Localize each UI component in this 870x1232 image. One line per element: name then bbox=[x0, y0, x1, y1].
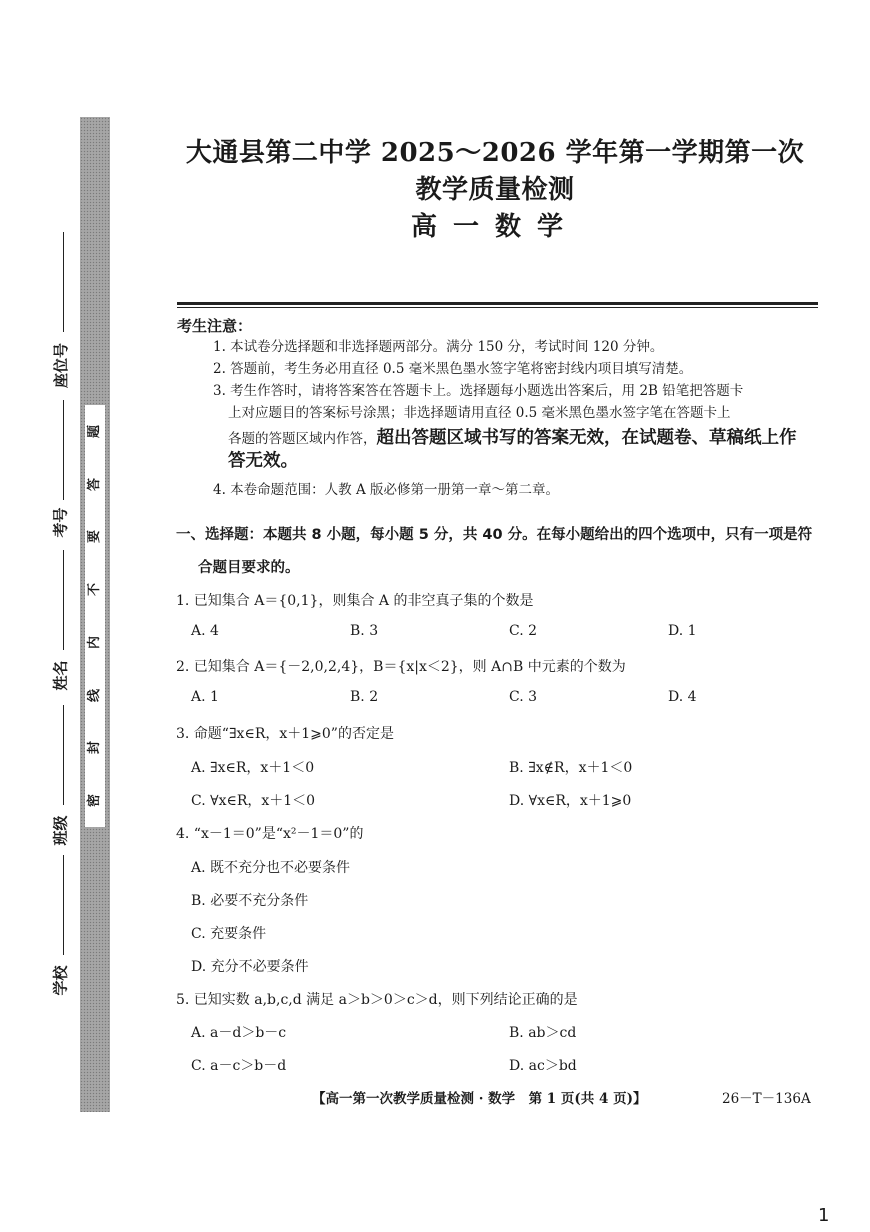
page-number: 1 bbox=[818, 1205, 830, 1226]
q1-option-c: C. 2 bbox=[509, 623, 538, 639]
q1-option-d: D. 1 bbox=[668, 623, 697, 639]
section-heading: 一、选择题：本题共 8 小题，每小题 5 分，共 40 分。在每小题给出的四个选项中，只有一项是符 bbox=[176, 527, 813, 543]
notice-heading: 考生注意： bbox=[177, 317, 253, 335]
q3-option-c: C. ∀x∈R，x＋1＜0 bbox=[191, 793, 316, 809]
seat-number-label: 座位号 bbox=[52, 342, 71, 389]
section-heading-cont: 合题目要求的。 bbox=[198, 560, 300, 576]
question-1-stem: 1. 已知集合 A＝{0,1}，则集合 A 的非空真子集的个数是 bbox=[176, 593, 534, 609]
seal-char: 线 bbox=[87, 688, 103, 702]
page-footer: 【高一第一次教学质量检测 · 数学 第 1 页(共 4 页)】 bbox=[312, 1091, 647, 1107]
seat-number-line[interactable] bbox=[63, 232, 64, 332]
q5-option-c: C. a－c＞b－d bbox=[191, 1058, 287, 1074]
seal-char: 密 bbox=[87, 793, 103, 807]
notice-line: 3. 考生作答时，请将答案答在答题卡上。选择题每小题选出答案后，用 2B 铅笔把答题卡 bbox=[213, 383, 744, 399]
q4-option-a: A. 既不充分也不必要条件 bbox=[191, 860, 351, 876]
q2-option-b: B. 2 bbox=[350, 689, 379, 705]
paper-code: 26－T－136A bbox=[722, 1091, 811, 1107]
exam-title: 大通县第二中学 2025～2026 学年第一学期第一次教学质量检测 bbox=[185, 138, 805, 205]
q1-option-b: B. 3 bbox=[350, 623, 379, 639]
question-4-stem: 4. “x－1＝0”是“x²－1＝0”的 bbox=[176, 826, 364, 842]
class-label: 班级 bbox=[51, 815, 70, 846]
question-5-stem: 5. 已知实数 a,b,c,d 满足 a＞b＞0＞c＞d，则下列结论正确的是 bbox=[176, 992, 578, 1008]
seal-char: 不 bbox=[87, 583, 103, 597]
school-label: 学校 bbox=[51, 965, 70, 996]
class-line[interactable] bbox=[63, 705, 64, 805]
seal-char: 内 bbox=[87, 635, 103, 649]
notice-line: 4. 本卷命题范围：人教 A 版必修第一册第一章～第二章。 bbox=[213, 482, 560, 498]
seal-line-box bbox=[85, 405, 105, 827]
q4-option-c: C. 充要条件 bbox=[191, 926, 267, 942]
notice-line bbox=[228, 427, 797, 450]
school-line[interactable] bbox=[63, 855, 64, 955]
exam-number-label: 考号 bbox=[51, 507, 70, 538]
exam-number-line[interactable] bbox=[63, 400, 64, 500]
q3-option-a: A. ∃x∈R，x＋1＜0 bbox=[191, 760, 315, 776]
question-2-stem: 2. 已知集合 A＝{－2,0,2,4}，B＝{x|x＜2}，则 A∩B 中元素的个数为 bbox=[176, 659, 626, 675]
header-rule-thick bbox=[177, 302, 818, 305]
seal-char: 题 bbox=[87, 424, 103, 439]
notice-line: 1. 本试卷分选择题和非选择题两部分。满分 150 分，考试时间 120 分钟。 bbox=[213, 339, 664, 355]
q2-option-d: D. 4 bbox=[668, 689, 697, 705]
notice-emphasis: 超出答题区域书写的答案无效，在试题卷、草稿纸上作 bbox=[376, 428, 797, 448]
header-rule-thin bbox=[177, 307, 818, 308]
q4-option-d: D. 充分不必要条件 bbox=[191, 959, 309, 975]
q5-option-a: A. a－d＞b－c bbox=[191, 1025, 287, 1041]
notice-line: 上对应题目的答案标号涂黑；非选择题请用直径 0.5 毫米黑色墨水签字笔在答题卡上 bbox=[228, 405, 731, 421]
seal-char: 答 bbox=[87, 477, 103, 491]
q2-option-a: A. 1 bbox=[191, 689, 219, 705]
q3-option-b: B. ∃x∉R，x＋1＜0 bbox=[509, 760, 633, 776]
notice-line: 2. 答题前，考生务必用直径 0.5 毫米黑色墨水签字笔将密封线内项目填写清楚。 bbox=[213, 361, 693, 377]
notice-emphasis-end: 答无效。 bbox=[228, 451, 298, 471]
name-line[interactable] bbox=[63, 550, 64, 650]
seal-char: 封 bbox=[87, 741, 103, 755]
q5-option-d: D. ac＞bd bbox=[509, 1058, 577, 1074]
q4-option-b: B. 必要不充分条件 bbox=[191, 893, 309, 909]
q2-option-c: C. 3 bbox=[509, 689, 538, 705]
name-label: 姓名 bbox=[51, 660, 70, 691]
subject-title: 高一数学 bbox=[410, 212, 579, 242]
seal-char: 要 bbox=[87, 530, 103, 544]
notice-text: 各题的答题区域内作答， bbox=[228, 431, 377, 447]
q3-option-d: D. ∀x∈R，x＋1⩾0 bbox=[509, 793, 632, 809]
question-3-stem: 3. 命题“∃x∈R，x＋1⩾0”的否定是 bbox=[176, 726, 394, 742]
q1-option-a: A. 4 bbox=[191, 623, 219, 639]
q5-option-b: B. ab＞cd bbox=[509, 1025, 577, 1041]
